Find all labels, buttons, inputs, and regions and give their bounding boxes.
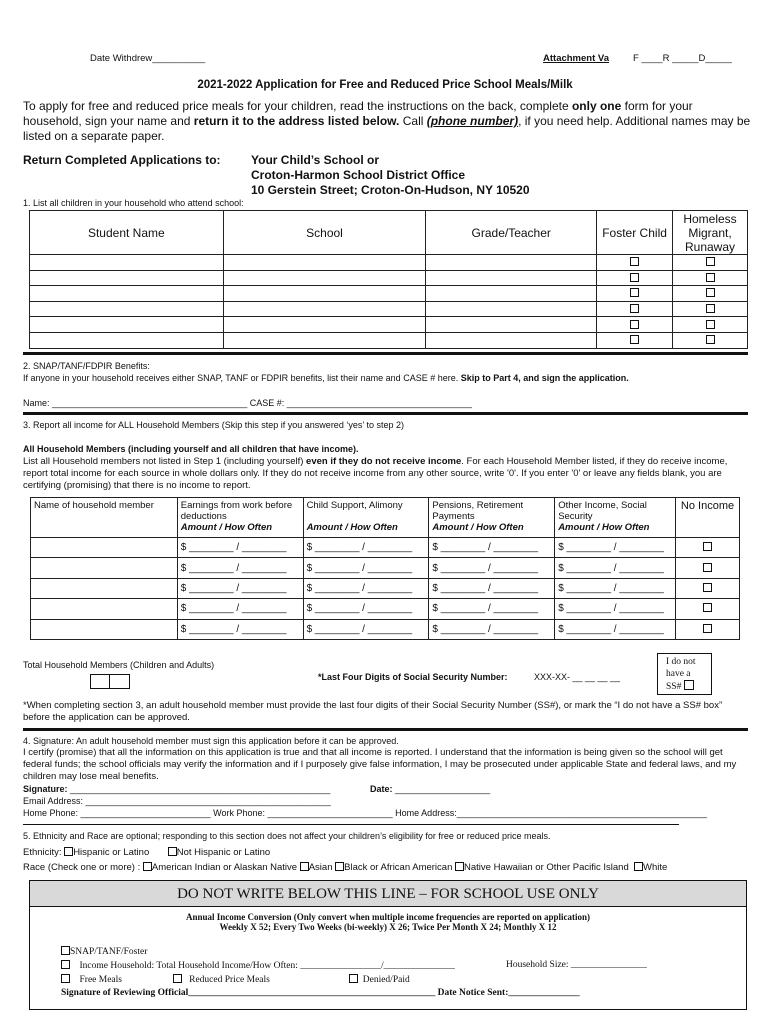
- ethnicity-row: Ethnicity: Hispanic or Latino Not Hispanic or Latino: [23, 847, 271, 858]
- reduced-meals-checkbox[interactable]: [173, 974, 182, 983]
- no-ssn-box: I do not have a SS#: [657, 653, 712, 695]
- race-row: Race (Check one or more) : American Indian or Alaskan Native Asian Black or African American Native Hawaiian or Other Pacific Island White: [23, 862, 668, 873]
- intro-paragraph: To apply for free and reduced price meals for your children, read the instructions on the back, complete only one form for your household, sign your name and return it to the address listed below. Call (phone number), if you need help. Additional names may be listed on a separate paper.: [23, 99, 751, 143]
- determination-row: Free Meals: [61, 974, 122, 985]
- col-homeless: Homeless Migrant, Runaway: [673, 211, 748, 255]
- ssn-field[interactable]: XXX-XX- __ __ __ __: [534, 672, 621, 682]
- homeless-checkbox[interactable]: [706, 335, 715, 344]
- no-income-checkbox[interactable]: [703, 542, 712, 551]
- not-hispanic-checkbox[interactable]: [168, 847, 177, 856]
- free-meals-checkbox[interactable]: [61, 974, 70, 983]
- col-earnings: Earnings from work before deductions Amount / How Often: [177, 498, 303, 538]
- ssn-label: *Last Four Digits of Social Security Number:: [318, 672, 508, 682]
- phone-number: (phone number): [426, 114, 519, 128]
- divider: [23, 412, 748, 415]
- table-row: [30, 332, 748, 348]
- students-header-row: [30, 211, 748, 255]
- homeless-checkbox[interactable]: [706, 273, 715, 282]
- frd-field[interactable]: F ____R _____D_____: [633, 53, 732, 64]
- income-household-row: Income Household: Total Household Income/How Often: _________________/_______________: [61, 960, 455, 971]
- denied-row: Denied/Paid: [349, 974, 410, 985]
- col-other-income: Other Income, Social Security Amount / How Often: [555, 498, 676, 538]
- page-title: 2021-2022 Application for Free and Reduced Price School Meals/Milk: [197, 79, 573, 91]
- date-withdrew-field[interactable]: Date Withdrew__________: [90, 53, 206, 64]
- snap-office-checkbox[interactable]: [61, 946, 70, 955]
- col-school: School: [223, 211, 426, 255]
- date-field[interactable]: Date: ___________________: [370, 784, 491, 794]
- table-row: [30, 286, 748, 302]
- white-checkbox[interactable]: [634, 862, 643, 871]
- snap-office-row: SNAP/TANF/Foster: [61, 946, 147, 957]
- total-members-box[interactable]: [90, 674, 130, 689]
- step1-label: 1. List all children in your household who attend school:: [23, 198, 244, 208]
- email-field[interactable]: Email Address: _________________________________________________: [23, 796, 331, 806]
- students-table: [29, 210, 748, 349]
- no-income-checkbox[interactable]: [703, 624, 712, 633]
- conversion-rates: Weekly X 52; Every Two Weeks (bi-weekly) X 26; Twice Per Month X 24; Monthly X 12: [219, 922, 557, 932]
- col-student-name: Student Name: [30, 211, 224, 255]
- school-use-banner: DO NOT WRITE BELOW THIS LINE – FOR SCHOOL USE ONLY: [30, 881, 746, 907]
- col-no-income: No Income: [676, 498, 740, 538]
- table-row: [30, 301, 748, 317]
- all-members-heading: All Household Members (including yourself and all children that have income).: [23, 444, 359, 454]
- income-header-row: [31, 498, 740, 538]
- table-row: [30, 255, 748, 271]
- reduced-row: Reduced Price Meals: [173, 974, 270, 985]
- col-pensions: Pensions, Retirement Payments Amount / How Often: [429, 498, 555, 538]
- total-members-label: Total Household Members (Children and Adults): [23, 660, 215, 670]
- conversion-note: Annual Income Conversion (Only convert when multiple income frequencies are reported on application): [186, 912, 590, 922]
- foster-checkbox[interactable]: [630, 273, 639, 282]
- divider: [23, 824, 679, 825]
- step3-instructions: List all Household members not listed in Step 1 (including yourself) even if they do not receive income. For each Household Member listed, if they do receive income, report total income for each source in whole dollars only. If they do not receive income from any other source, write '0'. If you enter '0' or leave any fields blank, you are certifying (promising) that there is no income to report.: [23, 456, 728, 491]
- col-grade-teacher: Grade/Teacher: [426, 211, 597, 255]
- homeless-checkbox[interactable]: [706, 320, 715, 329]
- foster-checkbox[interactable]: [630, 288, 639, 297]
- foster-checkbox[interactable]: [630, 257, 639, 266]
- income-household-checkbox[interactable]: [61, 960, 70, 969]
- divider: [23, 728, 748, 731]
- foster-checkbox[interactable]: [630, 335, 639, 344]
- table-row: $ ________ / ________ $ ________ / ________ $ ________ / ________ $ ________ / ________: [31, 558, 740, 578]
- step5-label: 5. Ethnicity and Race are optional; responding to this section does not affect your children’s eligibility for free or reduced price meals.: [23, 831, 551, 841]
- step4-label: 4. Signature: An adult household member must sign this application before it can be approved.: [23, 736, 399, 746]
- table-row: $ ________ / ________ $ ________ / ________ $ ________ / ________ $ ________ / ________: [31, 619, 740, 639]
- return-address: Your Child’s School or Croton-Harmon School District Office 10 Gerstein Street; Croton-On-Hudson, NY 10520: [251, 153, 530, 197]
- table-row: $ ________ / ________ $ ________ / ________ $ ________ / ________ $ ________ / ________: [31, 538, 740, 558]
- table-row: $ ________ / ________ $ ________ / ________ $ ________ / ________ $ ________ / ________: [31, 599, 740, 619]
- foster-checkbox[interactable]: [630, 304, 639, 313]
- col-foster-child: Foster Child: [597, 211, 673, 255]
- foster-checkbox[interactable]: [630, 320, 639, 329]
- divider: [23, 352, 748, 355]
- ssn-note: *When completing section 3, an adult household member must provide the last four digits of their Social Security Number (SS#), or mark the “I do not have a SS# box” before the application can be approved.: [23, 700, 723, 723]
- homeless-checkbox[interactable]: [706, 257, 715, 266]
- no-income-checkbox[interactable]: [703, 583, 712, 592]
- black-checkbox[interactable]: [335, 862, 344, 871]
- col-household-member: Name of household member: [31, 498, 178, 538]
- table-row: $ ________ / ________ $ ________ / ________ $ ________ / ________ $ ________ / ________: [31, 578, 740, 598]
- return-label: Return Completed Applications to:: [23, 153, 221, 167]
- table-row: [30, 270, 748, 286]
- household-size-field[interactable]: Household Size: ________________: [506, 960, 647, 970]
- certify-text: I certify (promise) that all the information on this application is true and that all income is reported. I understand that the information is being given so the school will get federal funds; the school officials may verify the information and if I purposely give false information, I may be prosecuted under applicable State and federal laws, and my children may lose meal benefits.: [23, 747, 737, 782]
- phone-address-fields[interactable]: Home Phone: __________________________ Work Phone: _________________________ Home Address:__________________________________________________: [23, 808, 707, 818]
- attachment-label: Attachment Va: [543, 53, 609, 64]
- signature-field[interactable]: Signature: ____________________________________________________: [23, 784, 331, 794]
- step2-label: 2. SNAP/TANF/FDPIR Benefits:: [23, 361, 150, 371]
- hispanic-checkbox[interactable]: [64, 847, 73, 856]
- native-hawaiian-checkbox[interactable]: [455, 862, 464, 871]
- no-income-checkbox[interactable]: [703, 603, 712, 612]
- step3-label: 3. Report all income for ALL Household Members (Skip this step if you answered ‘yes’ to step 2): [23, 420, 405, 430]
- table-row: [30, 317, 748, 333]
- no-income-checkbox[interactable]: [703, 563, 712, 572]
- income-table: [30, 497, 740, 640]
- american-indian-checkbox[interactable]: [143, 862, 152, 871]
- homeless-checkbox[interactable]: [706, 304, 715, 313]
- denied-checkbox[interactable]: [349, 974, 358, 983]
- step2-text: If anyone in your household receives either SNAP, TANF or FDPIR benefits, list their name and CASE # here. Skip to Part 4, and sign the application.: [23, 373, 629, 383]
- asian-checkbox[interactable]: [300, 862, 309, 871]
- snap-name-case-field[interactable]: Name: _______________________________________ CASE #: _____________________________________: [23, 398, 472, 408]
- no-ssn-checkbox[interactable]: [684, 680, 694, 690]
- homeless-checkbox[interactable]: [706, 288, 715, 297]
- col-child-support: Child Support, Alimony Amount / How Often: [303, 498, 429, 538]
- reviewer-row[interactable]: Signature of Reviewing Official____________________________________________________ Date Notice Sent:_______________: [61, 988, 580, 998]
